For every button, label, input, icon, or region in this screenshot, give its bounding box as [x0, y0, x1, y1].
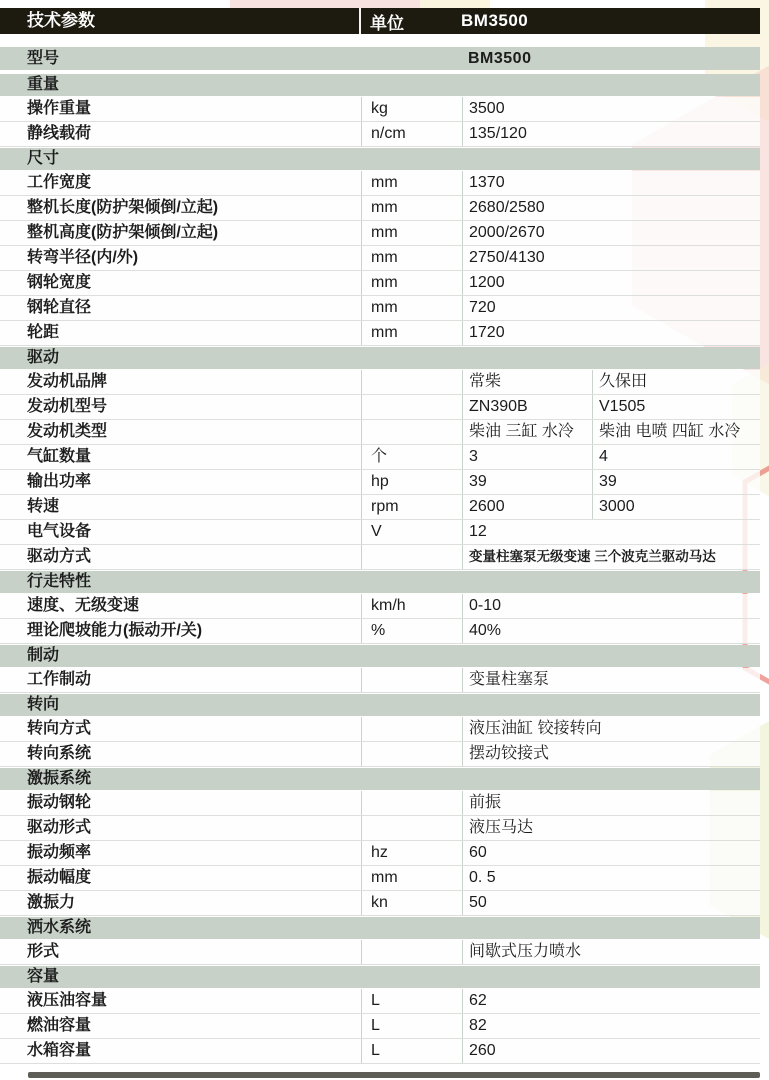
unit-cell: n/cm	[361, 122, 462, 146]
param-label: 静线载荷	[27, 125, 92, 142]
spec-row	[0, 321, 760, 346]
value-cell: 常柴	[462, 370, 592, 394]
model-row	[0, 47, 760, 70]
param-label: 工作宽度	[27, 174, 92, 191]
unit-cell: rpm	[361, 495, 462, 519]
unit-cell: hz	[361, 841, 462, 865]
value-cell-secondary: 4	[592, 445, 760, 469]
value-cell-secondary: 39	[592, 470, 760, 494]
unit-cell: mm	[361, 321, 462, 345]
value-cell: 2600	[462, 495, 592, 519]
spec-table	[0, 8, 760, 1064]
unit-cell	[361, 370, 462, 394]
param-label: 转向系统	[27, 745, 92, 762]
value-cell: 50	[462, 891, 592, 915]
spec-row	[0, 395, 760, 420]
spec-row	[0, 545, 760, 570]
section-header: 尺寸	[0, 148, 760, 170]
model-row-label: 型号	[27, 50, 60, 67]
unit-cell: L	[361, 1014, 462, 1038]
spec-row	[0, 594, 760, 619]
table-header	[0, 8, 760, 34]
spec-row	[0, 271, 760, 296]
value-cell: 39	[462, 470, 592, 494]
param-label: 整机长度(防护架倾倒/立起)	[27, 199, 219, 216]
param-label: 驱动形式	[27, 819, 92, 836]
value-cell: ZN390B	[462, 395, 592, 419]
param-label: 形式	[27, 943, 60, 960]
unit-cell: 个	[361, 445, 462, 469]
table-header-unit-column: 单位	[370, 13, 404, 33]
spec-row	[0, 370, 760, 395]
value-cell: 40%	[462, 619, 592, 643]
value-cell: 82	[462, 1014, 592, 1038]
value-cell: 0. 5	[462, 866, 592, 890]
value-cell: 3	[462, 445, 592, 469]
param-label: 工作制动	[27, 671, 92, 688]
spec-row	[0, 470, 760, 495]
param-label: 发动机品牌	[27, 373, 108, 390]
spec-row	[0, 520, 760, 545]
spec-row	[0, 97, 760, 122]
spec-row	[0, 122, 760, 147]
unit-cell	[361, 816, 462, 840]
table-header-model-column: BM3500	[461, 11, 529, 30]
spec-row	[0, 445, 760, 470]
spec-row	[0, 668, 760, 693]
section-header: 重量	[0, 74, 760, 96]
param-label: 转速	[27, 498, 60, 515]
unit-cell: mm	[361, 196, 462, 220]
param-label: 速度、无级变速	[27, 597, 140, 614]
unit-cell	[361, 395, 462, 419]
table-header-title: 技术参数	[0, 8, 361, 34]
param-label: 电气设备	[27, 523, 92, 540]
spec-row	[0, 296, 760, 321]
section-header: 制动	[0, 645, 760, 667]
unit-cell: kg	[361, 97, 462, 121]
value-cell: 62	[462, 989, 592, 1013]
spec-row	[0, 891, 760, 916]
value-cell: 60	[462, 841, 592, 865]
value-cell: 1720	[462, 321, 592, 345]
spec-row	[0, 619, 760, 644]
spec-row	[0, 742, 760, 767]
spec-row	[0, 940, 760, 965]
param-label: 发动机类型	[27, 423, 108, 440]
spec-row	[0, 495, 760, 520]
unit-cell	[361, 717, 462, 741]
header-gap	[0, 34, 760, 47]
param-label: 理论爬坡能力(振动开/关)	[27, 622, 203, 639]
spec-row	[0, 196, 760, 221]
param-label: 振动幅度	[27, 869, 92, 886]
value-cell: 柴油 三缸 水冷	[462, 420, 592, 444]
spec-row	[0, 221, 760, 246]
value-cell-secondary: 3000	[592, 495, 760, 519]
value-cell-secondary: V1505	[592, 395, 760, 419]
param-label: 转弯半径(内/外)	[27, 249, 139, 266]
value-cell: 摆动铰接式	[462, 742, 760, 766]
spec-row	[0, 841, 760, 866]
param-label: 液压油容量	[27, 992, 108, 1009]
unit-cell: mm	[361, 171, 462, 195]
spec-row	[0, 1014, 760, 1039]
value-cell: 720	[462, 296, 592, 320]
value-cell: 液压油缸 铰接转向	[462, 717, 760, 741]
param-label: 振动钢轮	[27, 794, 92, 811]
value-cell: 3500	[462, 97, 592, 121]
param-label: 整机高度(防护架倾倒/立起)	[27, 224, 219, 241]
spec-row	[0, 1039, 760, 1064]
param-label: 转向方式	[27, 720, 92, 737]
value-cell: 0-10	[462, 594, 592, 618]
unit-cell: km/h	[361, 594, 462, 618]
value-cell: 变量柱塞泵	[462, 668, 760, 692]
section-header: 行走特性	[0, 571, 760, 593]
section-header: 洒水系统	[0, 917, 760, 939]
spec-table-body	[0, 74, 760, 1064]
value-cell: 2750/4130	[462, 246, 592, 270]
unit-cell: L	[361, 1039, 462, 1063]
model-row-value: BM3500	[468, 50, 532, 67]
spec-row	[0, 989, 760, 1014]
unit-cell: hp	[361, 470, 462, 494]
spec-row	[0, 717, 760, 742]
spec-row	[0, 816, 760, 841]
param-label: 激振力	[27, 894, 76, 911]
param-label: 钢轮宽度	[27, 274, 92, 291]
model-row-unit-cell	[361, 47, 462, 70]
unit-cell: mm	[361, 271, 462, 295]
param-label: 操作重量	[27, 100, 92, 117]
value-cell: 液压马达	[462, 816, 760, 840]
param-label: 振动频率	[27, 844, 92, 861]
param-label: 水箱容量	[27, 1042, 92, 1059]
value-cell: 1200	[462, 271, 592, 295]
value-cell: 2000/2670	[462, 221, 592, 245]
param-label: 燃油容量	[27, 1017, 92, 1034]
spec-row	[0, 866, 760, 891]
spec-row	[0, 420, 760, 445]
unit-cell: V	[361, 520, 462, 544]
value-cell: 135/120	[462, 122, 592, 146]
param-label: 驱动方式	[27, 548, 92, 565]
value-cell: 间歇式压力喷水	[462, 940, 760, 964]
value-cell: 12	[462, 520, 592, 544]
section-header: 转向	[0, 694, 760, 716]
section-header: 激振系统	[0, 768, 760, 790]
unit-cell: kn	[361, 891, 462, 915]
spec-row	[0, 246, 760, 271]
param-label: 发动机型号	[27, 398, 108, 415]
value-cell: 变量柱塞泵无级变速 三个波克兰驱动马达	[462, 545, 760, 569]
value-cell-secondary: 柴油 电喷 四缸 水冷	[592, 420, 760, 444]
value-cell-secondary: 久保田	[592, 370, 760, 394]
unit-cell: mm	[361, 246, 462, 270]
param-label: 钢轮直径	[27, 299, 92, 316]
unit-cell	[361, 420, 462, 444]
bottom-bar	[28, 1072, 760, 1078]
unit-cell	[361, 742, 462, 766]
spec-row	[0, 171, 760, 196]
param-label: 输出功率	[27, 473, 92, 490]
section-header: 容量	[0, 966, 760, 988]
unit-cell	[361, 668, 462, 692]
unit-cell: %	[361, 619, 462, 643]
unit-cell: mm	[361, 866, 462, 890]
value-cell: 前振	[462, 791, 760, 815]
value-cell: 2680/2580	[462, 196, 592, 220]
section-header: 驱动	[0, 347, 760, 369]
value-cell: 260	[462, 1039, 592, 1063]
unit-cell	[361, 791, 462, 815]
spec-row	[0, 791, 760, 816]
unit-cell	[361, 940, 462, 964]
unit-cell: mm	[361, 221, 462, 245]
param-label: 轮距	[27, 324, 60, 341]
value-cell: 1370	[462, 171, 592, 195]
unit-cell	[361, 545, 462, 569]
unit-cell: L	[361, 989, 462, 1013]
unit-cell: mm	[361, 296, 462, 320]
param-label: 气缸数量	[27, 448, 92, 465]
